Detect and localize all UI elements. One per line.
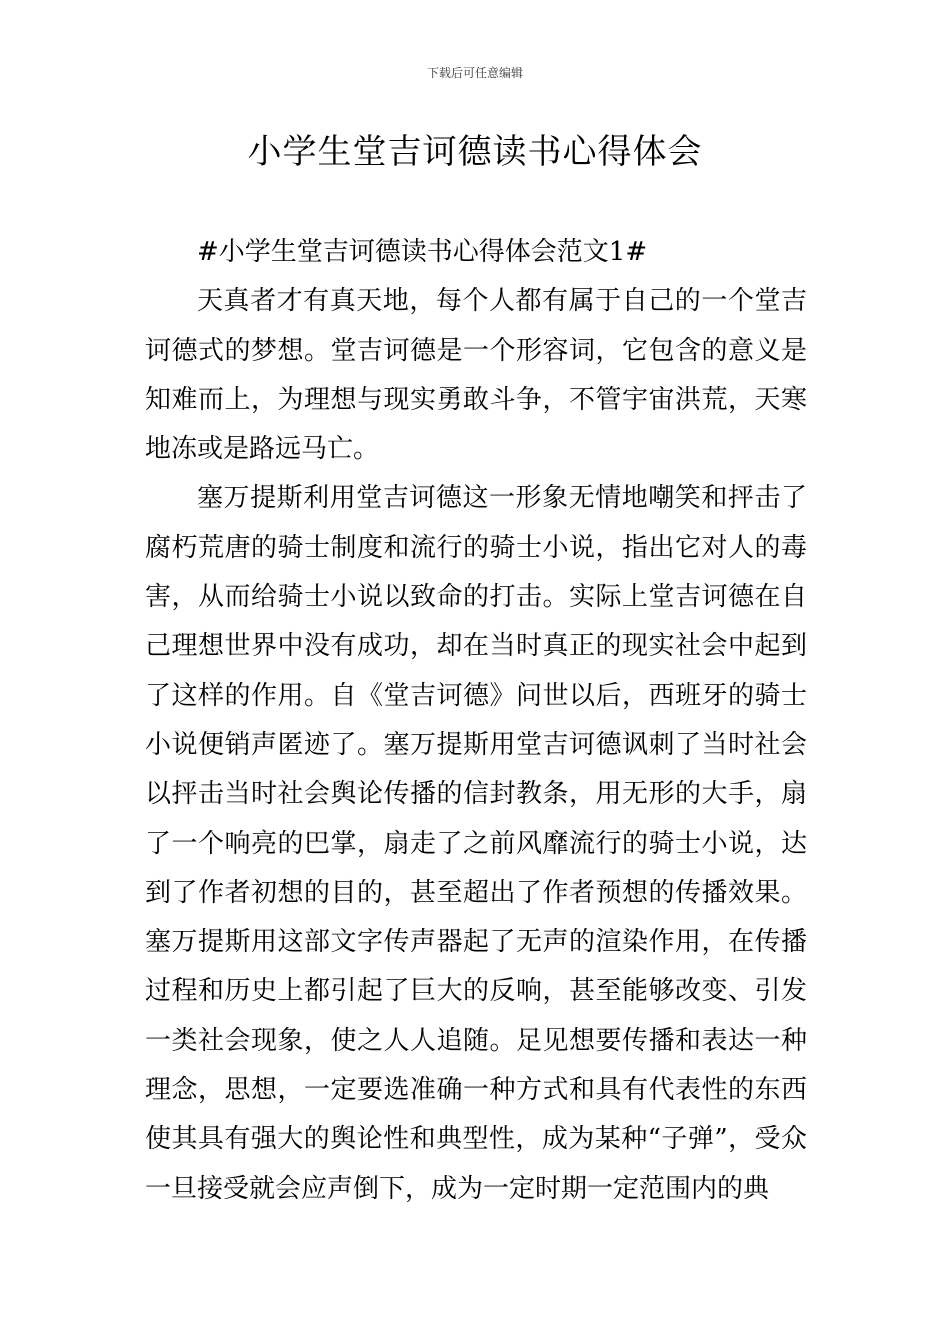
section-heading: #小学生堂吉诃德读书心得体会范文1# (197, 237, 648, 267)
document-title: 小学生堂吉诃德读书心得体会 (247, 132, 703, 172)
header-note: 下载后可任意编辑 (426, 66, 523, 80)
paragraph-1: 天真者才有真天地，每个人都有属于自己的一个堂吉诃德式的梦想。堂吉诃德是一个形容词，它包含的意义是知难而上，为理想与现实勇敢斗争，不管宇宙洪荒，天寒地冻或是路远马亡。 (145, 286, 807, 465)
document-body (145, 228, 807, 1214)
paragraph-2: 塞万提斯利用堂吉诃德这一形象无情地嘲笑和抨击了腐朽荒唐的骑士制度和流行的骑士小说，指出它对人的毒害，从而给骑士小说以致命的打击。实际上堂吉诃德在自己理想世界中没有成功，却在当时真正的现实社会中起到了这样的作用。自《堂吉诃德》问世以后，西班牙的骑士小说便销声匿迹了。塞万提斯用堂吉诃德讽刺了当时社会以抨击当时社会舆论传播的信封教条，用无形的大手，扇了一个响亮的巴掌，扇走了之前风靡流行的骑士小说，达到了作者初想的目的，甚至超出了作者预想的传播效果。塞万提斯用这部文字传声器起了无声的渲染作用，在传播过程和历史上都引起了巨大的反响，甚至能够改变、引发一类社会现象，使之人人追随。足见想要传播和表达一种理念，思想，一定要选准确一种方式和具有代表性的东西使其具有强大的舆论性和典型性，成为某种“子弹”，受众一旦接受就会应声倒下，成为一定时期一定范围内的典 (145, 483, 807, 1204)
